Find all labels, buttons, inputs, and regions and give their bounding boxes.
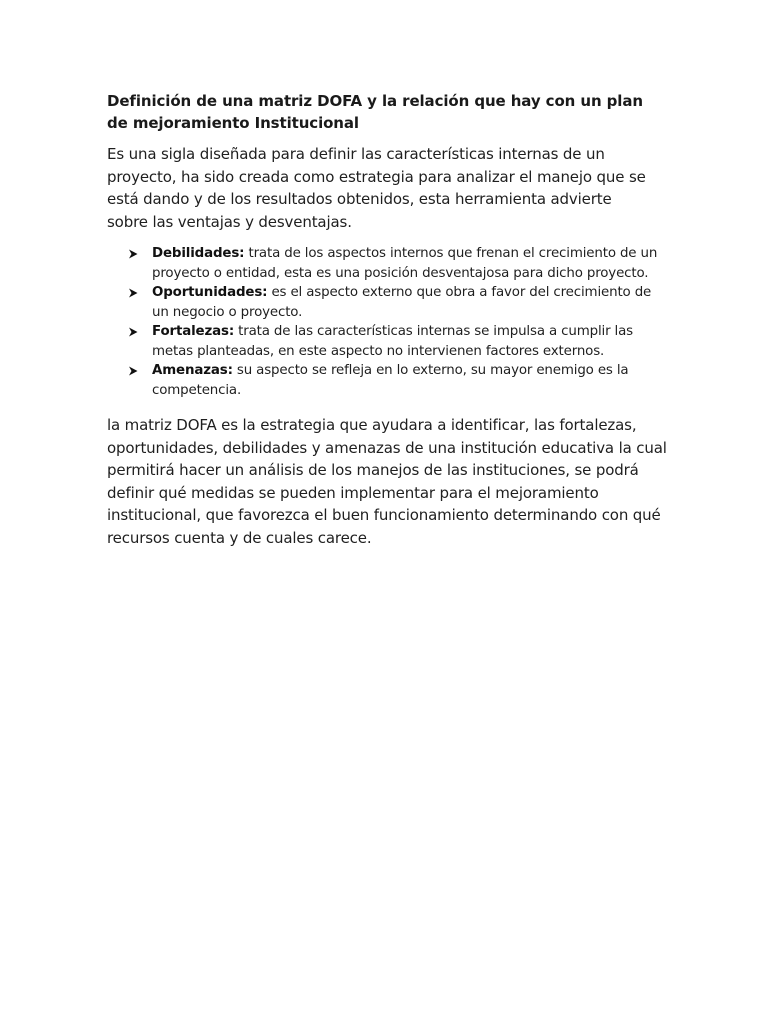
item-text: trata de los aspectos internos que frenan el crecimiento de un proyecto o entidad, esta es una posición desventajosa para dicho proyecto. — [152, 246, 658, 281]
arrowhead-bullet-icon — [128, 366, 138, 376]
list-item-amenazas — [107, 361, 667, 400]
item-term: Amenazas: — [152, 363, 233, 378]
list-item-debilidades — [107, 244, 667, 283]
arrowhead-bullet-icon — [128, 288, 138, 298]
arrowhead-bullet-icon — [128, 327, 138, 337]
conclusion-paragraph: la matriz DOFA es la estrategia que ayudara a identificar, las fortalezas, oportunidades, debilidades y amenazas de una institución educativa la cual permitirá hacer un análisis de los manejos de las instituciones, se podrá definir qué medidas se pueden implementar para el mejoramiento institucional, que favorezca el buen funcionamiento determinando con qué recursos cuenta y de cuales carece. — [107, 416, 667, 547]
dofa-list — [107, 244, 667, 400]
item-term: Fortalezas: — [152, 324, 235, 339]
item-text: su aspecto se refleja en lo externo, su mayor enemigo es la competencia. — [152, 363, 629, 398]
arrowhead-bullet-icon — [128, 249, 138, 259]
document-title: Definición de una matriz DOFA y la relación que hay con un plan de mejoramiento Institucional — [107, 92, 643, 132]
item-term: Oportunidades: — [152, 285, 268, 300]
intro-paragraph: Es una sigla diseñada para definir las características internas de un proyecto, ha sido creada como estrategia para analizar el manejo que se está dando y de los resultados obtenidos, esta herramienta advierte sobre las ventajas y desventajas. — [107, 145, 646, 231]
list-item-oportunidades — [107, 283, 667, 322]
list-item-fortalezas — [107, 322, 667, 361]
item-text: trata de las características internas se impulsa a cumplir las metas planteadas, en este aspecto no intervienen factores externos. — [152, 324, 634, 359]
item-term: Debilidades: — [152, 246, 245, 261]
item-text: es el aspecto externo que obra a favor del crecimiento de un negocio o proyecto. — [152, 285, 652, 320]
document-content — [107, 90, 667, 549]
